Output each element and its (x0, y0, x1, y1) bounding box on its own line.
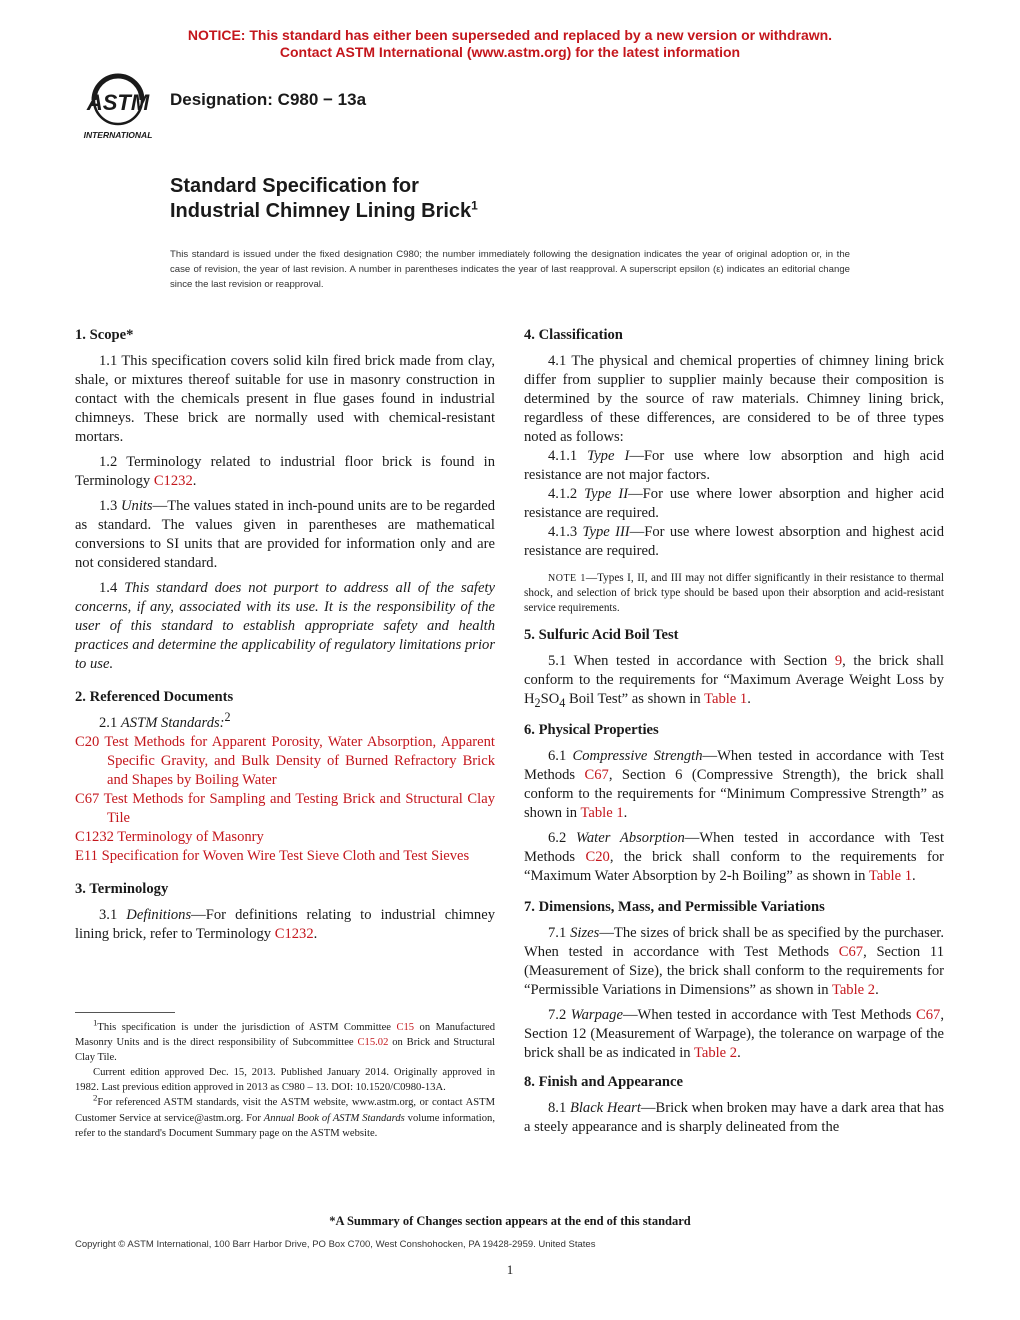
para-6-1: 6.1 Compressive Strength—When tested in accordance with Test Methods C67, Section 6 (Compressive Strength), the brick shall conform to the requirements for “Minimum Compressive Strength” as shown in Table 1. (524, 748, 944, 821)
link-section-9[interactable]: 9 (834, 653, 843, 669)
footnote-1: $^1$This specification is under the jurisdiction of ASTM Committee C15 on Manufactured Masonry Units and is the direct responsibility of Subcommittee C15.02 on Brick and Structural Clay Tile. (75, 1017, 496, 1064)
para-2-1: 2.1 ASTM Standards:$^2$ (99, 710, 231, 731)
logo-letters: ASTM (86, 90, 150, 115)
astm-logo-mark (72, 72, 164, 144)
section-6-heading: 6. Physical Properties (524, 722, 659, 738)
para-8-1: 8.1 Black Heart—Brick when broken may have a dark area that has a steely appearance and is sharply delineated from the (524, 1100, 945, 1135)
title-footnote-ref[interactable]: 1 (471, 198, 478, 213)
link-table-1[interactable]: Table 1 (580, 805, 624, 821)
copyright: Copyright © ASTM International, 100 Barr Harbor Drive, PO Box C700, West Conshohocken, PA 19428-2959. United States (75, 1239, 596, 1250)
link-table-1[interactable]: Table 1 (704, 691, 748, 707)
page-number: 1 (506, 1262, 514, 1277)
para-1-3: 1.3 Units—The values stated in inch-pound units are to be regarded as standard. The values given in parentheses are mathematical conversions to SI units that are provided for information only and are not considered standard. (75, 498, 495, 571)
ref-link[interactable]: E11 (75, 848, 98, 864)
section-2-heading: 2. Referenced Documents (75, 689, 234, 705)
notice-line-2: Contact ASTM International (www.astm.org) for the latest information (279, 44, 741, 60)
footnote-2: $^2$For referenced ASTM standards, visit the ASTM website, www.astm.org, or contact ASTM Customer Service at service@astm.org. For Annual Book of ASTM Standards volume information, refer to the standard's Document Summary page on the ASTM website. (75, 1092, 495, 1139)
astm-logo (72, 72, 164, 144)
link-c20[interactable]: C20 (585, 849, 610, 865)
para-1-2: 1.2 Terminology related to industrial floor brick is found in Terminology C1232. (75, 454, 495, 489)
section-3-heading: 3. Terminology (75, 881, 169, 897)
section-7-heading: 7. Dimensions, Mass, and Permissible Variations (524, 899, 825, 915)
footnote-1-edition: Current edition approved Dec. 15, 2013. Published January 2014. Originally approved in 1982. Last previous edition approved in 2013 as C980 – 13. DOI: 10.1520/C0980-13A. (75, 1067, 495, 1094)
link-c67[interactable]: C67 (838, 944, 864, 960)
ref-c67: C67 Test Methods for Sampling and Testing Brick and Structural Clay Tile (75, 791, 495, 826)
para-3-1: 3.1 Definitions—For definitions relating to industrial chimney lining brick, refer to Terminology C1232. (75, 907, 495, 942)
section-5-heading: 5. Sulfuric Acid Boil Test (524, 627, 679, 643)
para-5-1: 5.1 When tested in accordance with Section 9, the brick shall conform to the requirements for “Maximum Average Weight Loss by $H_2SO_4$ Boil Test” as shown in Table 1. (524, 653, 944, 710)
link-table-2[interactable]: Table 2 (831, 982, 876, 998)
right-column (524, 322, 944, 1143)
preamble: This standard is issued under the fixed designation C980; the number immediately following the designation indicates the year of original adoption or, in the case of revision, the year of last revision. A number in parentheses indicates the year of last reapproval. A superscript epsilon (ε) indicates an editorial change since the last revision or reapproval. (170, 249, 850, 290)
note-1: NOTE 1—Types I, II, and III may not differ significantly in their resistance to thermal shock, and selection of brick type should be based upon their absorption and acid-resistant service requirements. (524, 572, 944, 614)
ref-link[interactable]: C1232 (75, 829, 114, 845)
designation: Designation: C980 − 13a (170, 90, 367, 109)
footnote-rule (75, 1012, 175, 1013)
para-4-1: 4.1 The physical and chemical properties of chimney lining brick differ from supplier to supplier mainly because their composition is determined by the source of raw materials. Chimney lining brick, regardless of these differences, are considered to be of three types noted as follows: (524, 353, 944, 445)
para-1-4: 1.4 This standard does not purport to address all of the safety concerns, if any, associated with its use. It is the responsibility of the user of this standard to establish appropriate safety and health practices and determine the applicability of regulatory limitations prior to use. (75, 580, 495, 672)
link-c15-02[interactable]: C15.02 (357, 1037, 389, 1049)
link-c15[interactable]: C15 (396, 1022, 415, 1033)
document-title (170, 174, 478, 224)
ref-link[interactable]: C67 (75, 791, 100, 807)
section-4-heading: 4. Classification (524, 327, 623, 343)
link-table-2[interactable]: Table 2 (693, 1045, 738, 1061)
logo-caption: INTERNATIONAL (83, 130, 153, 140)
ref-c20: C20 Test Methods for Apparent Porosity, Water Absorption, Apparent Specific Gravity, and Bulk Density of Burned Refractory Brick and Shapes by Boiling Water (75, 734, 495, 788)
link-c1232[interactable]: C1232 (274, 926, 314, 942)
para-6-2: 6.2 Water Absorption—When tested in accordance with Test Methods C20, the brick shall conform to the requirements for “Maximum Water Absorption by 2-h Boiling” as shown in Table 1. (524, 830, 945, 884)
summary-of-changes-note: *A Summary of Changes section appears at the end of this standard (329, 1214, 691, 1228)
para-7-1: 7.1 Sizes—The sizes of brick shall be as specified by the purchaser. When tested in accordance with Test Methods C67, Section 11 (Measurement of Size), the brick shall conform to the requirements for “Permissible Variations in Dimensions” as shown in Table 2. (524, 925, 945, 998)
section-8-heading: 8. Finish and Appearance (524, 1074, 683, 1090)
section-1-heading: 1. Scope* (75, 327, 134, 343)
left-column (75, 322, 495, 950)
para-4-1-1: 4.1.1 Type I—For use where low absorption and high acid resistance are not major factors. (524, 448, 944, 483)
link-c1232[interactable]: C1232 (153, 473, 193, 489)
title-line-2: Industrial Chimney Lining Brick$^1$ (170, 198, 478, 222)
link-table-1[interactable]: Table 1 (868, 868, 913, 884)
ref-link[interactable]: C20 (75, 734, 100, 750)
footnotes (75, 1017, 496, 1141)
title-line-1: Standard Specification for (170, 175, 419, 197)
link-c67[interactable]: C67 (584, 767, 609, 783)
notice-line-1: NOTICE: This standard has either been superseded and replaced by a new version or withdrawn. (187, 27, 833, 43)
ref-e11: E11 Specification for Woven Wire Test Sieve Cloth and Test Sieves (75, 848, 470, 864)
para-4-1-2: 4.1.2 Type II—For use where lower absorption and higher acid resistance are required. (524, 486, 945, 521)
notice-banner (0, 27, 1020, 61)
ref-c1232: C1232 Terminology of Masonry (75, 829, 264, 845)
link-c67[interactable]: C67 (916, 1007, 941, 1023)
para-1-1: 1.1 This specification covers solid kiln fired brick made from clay, shale, or mixtures thereof suitable for use in masonry construction in contact with the chemicals present in flue gases found in industrial chimneys. These brick are normally used with chemical-resistant mortars. (75, 353, 495, 445)
para-7-2: 7.2 Warpage—When tested in accordance with Test Methods C67, Section 12 (Measurement of Warpage), the tolerance on warpage of the brick shall be as indicated in Table 2. (524, 1007, 944, 1061)
para-4-1-3: 4.1.3 Type III—For use where lowest absorption and highest acid resistance are required. (524, 524, 944, 559)
